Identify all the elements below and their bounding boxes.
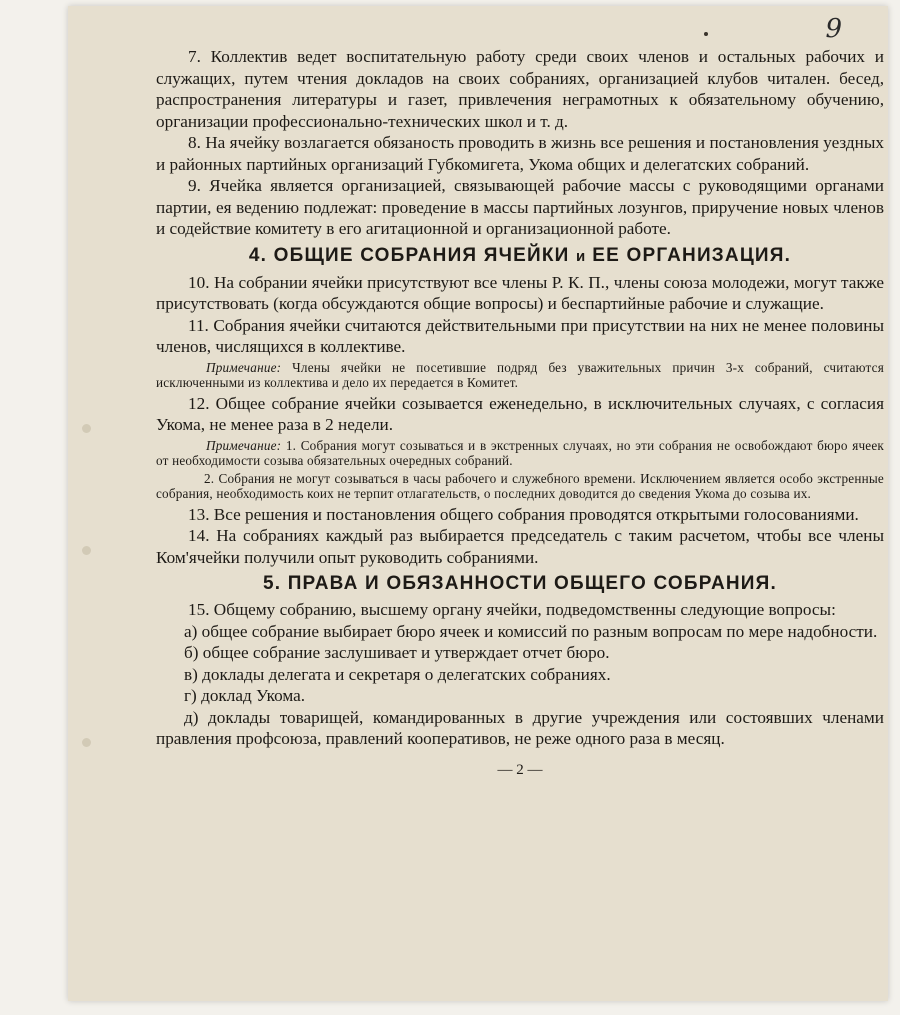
document-body: [156, 46, 884, 781]
list-item: в) доклады делегата и секретаря о делегатских собраниях.: [184, 664, 611, 684]
note-12-2: 2. Собрания не могут созываться в часы рабочего и служебного времени. Исключением является особо экстренные собрания, необходимость коих не терпит отлагательств, о последних доводится до сведения Укома до созыва их.: [156, 470, 884, 501]
document-page: [68, 6, 888, 1001]
punch-hole: [82, 738, 91, 747]
paragraph-12: 12. Общее собрание ячейки созывается еженедельно, в исключительных случаях, с согласия Укома, не менее раза в 2 недели.: [156, 393, 884, 434]
note-12-1: [156, 438, 884, 469]
section-5-heading: 5. ПРАВА И ОБЯЗАННОСТИ ОБЩЕГО СОБРАНИЯ.: [262, 573, 778, 594]
section-4-heading-end: ЕЕ ОРГАНИЗАЦИЯ.: [592, 244, 792, 266]
paragraph-9: 9. Ячейка является организацией, связывающей рабочие массы с руководящими органами партии, ея ведению подлежат: проведение в массы партийных лозунгов, приручение новых членов и содействие комитету в его агитационной и организационной работе.: [156, 176, 884, 238]
list-item: б) общее собрание заслушивает и утверждает отчет бюро.: [184, 643, 610, 662]
paragraph-15: 15. Общему собранию, высшему органу ячейки, подведомственны следующие вопросы:: [188, 600, 836, 619]
note-label: Примечание:: [206, 437, 282, 453]
note-text: Члены ячейки не посетившие подряд без уважительных причин 3-х собраний, считаются исключенными из коллектива и дело их передается в Комитет.: [156, 359, 884, 390]
punch-hole: [82, 424, 91, 433]
list-item: г) доклад Укома.: [184, 686, 306, 705]
section-4-heading-start: 4. ОБЩИЕ СОБРАНИЯ ЯЧЕЙКИ: [248, 244, 570, 266]
section-4-heading-conj: и: [576, 247, 586, 265]
punch-hole: [82, 546, 91, 555]
folio-number: 9: [825, 14, 842, 44]
note-11: [156, 360, 884, 391]
question-list: [156, 621, 884, 750]
page-number: — 2 —: [497, 761, 543, 778]
list-item: а) общее собрание выбирает бюро ячеек и комиссий по разным вопросам по мере надобности.: [184, 621, 878, 641]
paragraph-7: 7. Коллектив ведет воспитательную работу среди своих членов и остальных рабочих и служащих, путем чтения докладов на своих собраниях, организацией клубов читален. бесед, распространения литературы и газет, привлечения неграмотных к обязательному обучению, организации профессионально-технических школ и т. д.: [156, 47, 884, 131]
paragraph-13: 13. Все решения и постановления общего собрания проводятся открытыми голосованиями.: [188, 504, 859, 524]
list-item: д) доклады товарищей, командированных в другие учреждения или состоявших членами правления профсоюза, правлений кооперативов, не реже одного раза в месяц.: [156, 707, 884, 748]
paragraph-11: 11. Собрания ячейки считаются действительными при присутствии на них не менее половины членов, числящихся в коллективе.: [156, 315, 884, 356]
note-label: Примечание:: [206, 359, 282, 375]
paragraph-10: 10. На собрании ячейки присутствуют все члены Р. К. П., члены союза молодежи, могут также присутствовать (когда обсуждаются общие вопросы) и беспартийные рабочие и служащие.: [156, 272, 884, 313]
section-4-heading: [156, 243, 884, 269]
paragraph-8: 8. На ячейку возлагается обязаность проводить в жизнь все решения и постановления уездных и районных партийных организаций Губкомигета, Укома общих и делегатских собраний.: [156, 133, 884, 174]
paragraph-14: 14. На собраниях каждый раз выбирается председатель с таким расчетом, чтобы все члены Ком'ячейки получили опыт руководить собраниями.: [156, 526, 884, 567]
note-text: 1. Собрания могут созываться и в экстренных случаях, но эти собрания не освобождают бюро ячеек от необходимости созыва обязательных очередных собраний.: [156, 437, 884, 468]
ink-dot: [704, 32, 708, 36]
